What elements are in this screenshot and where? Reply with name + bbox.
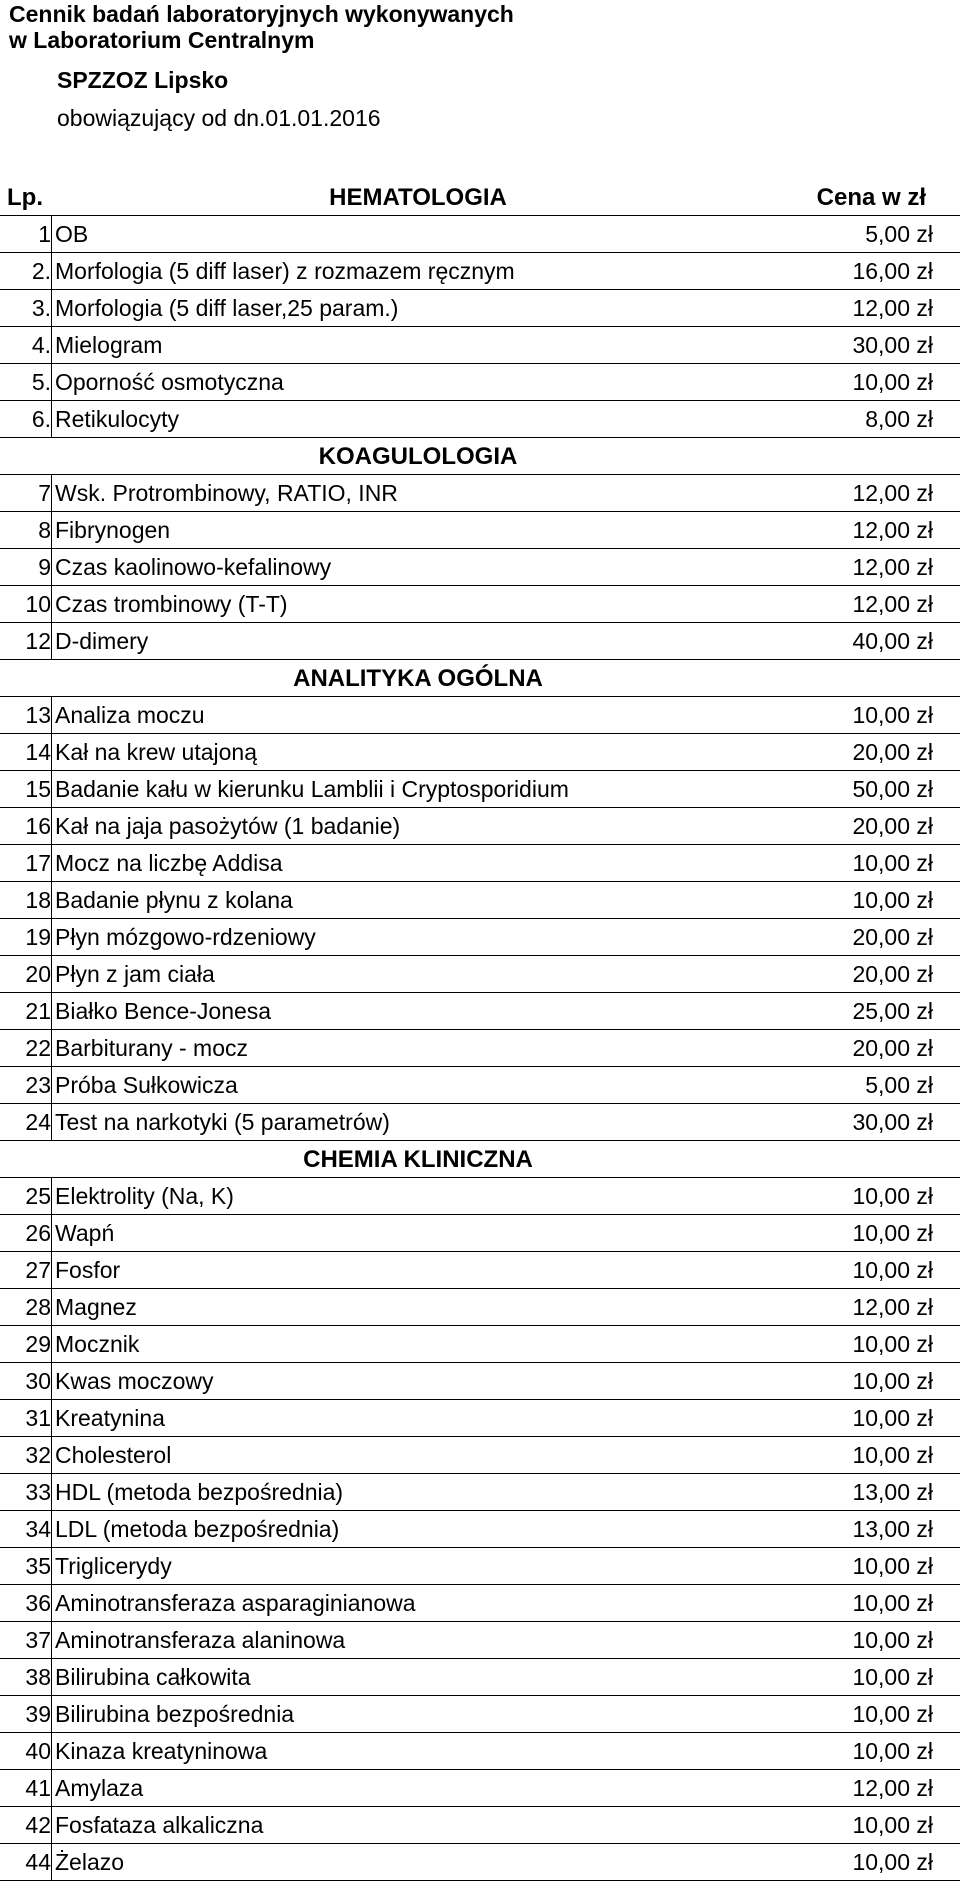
table-row — [0, 475, 960, 512]
section-title: CHEMIA KLINICZNA — [303, 1146, 533, 1173]
test-price: 10,00 zł — [852, 850, 933, 876]
valid-from-date: obowiązujący od dn.01.01.2016 — [57, 105, 381, 131]
table-row — [0, 1067, 960, 1104]
test-price: 10,00 zł — [852, 887, 933, 913]
table-row — [0, 1400, 960, 1437]
test-name: Barbiturany - mocz — [55, 1035, 249, 1061]
test-name: Wapń — [55, 1220, 115, 1246]
test-price: 5,00 zł — [865, 221, 933, 247]
row-number: 12 — [0, 623, 52, 660]
row-number: 25 — [0, 1178, 52, 1215]
test-price: 12,00 zł — [852, 1775, 933, 1801]
test-name: Płyn mózgowo-rdzeniowy — [55, 924, 316, 950]
row-number: 7 — [0, 475, 52, 512]
table-row — [0, 586, 960, 623]
row-number: 38 — [0, 1659, 52, 1696]
test-name: Magnez — [55, 1294, 137, 1320]
test-price: 10,00 zł — [852, 1664, 933, 1690]
test-name: HDL (metoda bezpośrednia) — [55, 1479, 344, 1505]
row-number: 27 — [0, 1252, 52, 1289]
table-row — [0, 1696, 960, 1733]
row-number: 16 — [0, 808, 52, 845]
test-name: Amylaza — [55, 1775, 144, 1801]
test-price: 20,00 zł — [852, 739, 933, 765]
document-title-line-1: Cennik badań laboratoryjnych wykonywanych — [9, 1, 514, 27]
test-price: 10,00 zł — [852, 1849, 933, 1875]
row-number: 20 — [0, 956, 52, 993]
table-row — [0, 327, 960, 364]
table-header-row — [0, 179, 960, 216]
table-row — [0, 1770, 960, 1807]
table-row — [0, 1289, 960, 1326]
test-price: 10,00 zł — [852, 1368, 933, 1394]
test-name: Kał na jaja pasożytów (1 badanie) — [55, 813, 401, 839]
test-price: 12,00 zł — [852, 517, 933, 543]
row-number: 9 — [0, 549, 52, 586]
test-name: Białko Bence-Jonesa — [55, 998, 272, 1024]
test-price: 10,00 zł — [852, 1738, 933, 1764]
table-row — [0, 1733, 960, 1770]
test-name: Bilirubina całkowita — [55, 1664, 251, 1690]
test-name: Czas kaolinowo-kefalinowy — [55, 554, 332, 580]
test-price: 25,00 zł — [852, 998, 933, 1024]
test-name: Płyn z jam ciała — [55, 961, 215, 987]
row-number: 33 — [0, 1474, 52, 1511]
test-name: Mielogram — [55, 332, 163, 358]
price-list-table — [0, 179, 960, 1881]
row-number: 10 — [0, 586, 52, 623]
table-row — [0, 919, 960, 956]
table-row — [0, 1548, 960, 1585]
test-price: 12,00 zł — [852, 1294, 933, 1320]
test-price: 20,00 zł — [852, 961, 933, 987]
table-row — [0, 993, 960, 1030]
row-number: 17 — [0, 845, 52, 882]
row-number: 6. — [0, 401, 52, 438]
test-name: Morfologia (5 diff laser,25 param.) — [55, 295, 399, 321]
row-number: 40 — [0, 1733, 52, 1770]
test-name: Elektrolity (Na, K) — [55, 1183, 234, 1209]
test-name: Próba Sułkowicza — [55, 1072, 238, 1098]
price-list-rows — [0, 216, 960, 1881]
test-price: 20,00 zł — [852, 813, 933, 839]
test-name: Badanie płynu z kolana — [55, 887, 293, 913]
section-header-row — [0, 1141, 960, 1178]
table-row — [0, 734, 960, 771]
test-price: 30,00 zł — [852, 1109, 933, 1135]
test-price: 10,00 zł — [852, 1442, 933, 1468]
test-price: 12,00 zł — [852, 295, 933, 321]
test-price: 10,00 zł — [852, 369, 933, 395]
section-header-row — [0, 438, 960, 475]
row-number: 23 — [0, 1067, 52, 1104]
test-name: Kreatynina — [55, 1405, 165, 1431]
test-price: 10,00 zł — [852, 1183, 933, 1209]
row-number: 24 — [0, 1104, 52, 1141]
row-number: 35 — [0, 1548, 52, 1585]
test-name: Kał na krew utajoną — [55, 739, 258, 765]
row-number: 44 — [0, 1844, 52, 1881]
table-row — [0, 1215, 960, 1252]
institution-name: SPZZOZ Lipsko — [57, 67, 229, 93]
table-row — [0, 364, 960, 401]
table-row — [0, 216, 960, 253]
row-number: 39 — [0, 1696, 52, 1733]
table-row — [0, 882, 960, 919]
test-name: Oporność osmotyczna — [55, 369, 284, 395]
test-price: 50,00 zł — [852, 776, 933, 802]
test-name: Badanie kału w kierunku Lamblii i Cryptosporidium — [55, 776, 569, 802]
document-title-line-2: w Laboratorium Centralnym — [9, 27, 315, 53]
test-price: 20,00 zł — [852, 1035, 933, 1061]
test-name: Fosfor — [55, 1257, 121, 1283]
table-row — [0, 697, 960, 734]
row-number: 2. — [0, 253, 52, 290]
table-row — [0, 290, 960, 327]
test-price: 10,00 zł — [852, 1812, 933, 1838]
test-price: 10,00 zł — [852, 1627, 933, 1653]
row-number: 32 — [0, 1437, 52, 1474]
table-row — [0, 1659, 960, 1696]
table-row — [0, 1030, 960, 1067]
test-name: Analiza moczu — [55, 702, 205, 728]
row-number: 14 — [0, 734, 52, 771]
test-name: Aminotransferaza alaninowa — [55, 1627, 346, 1653]
test-price: 10,00 zł — [852, 1553, 933, 1579]
test-name: Triglicerydy — [55, 1553, 172, 1579]
lp-column-header: Lp. — [7, 184, 43, 211]
test-price: 40,00 zł — [852, 628, 933, 654]
test-price: 13,00 zł — [852, 1516, 933, 1542]
row-number: 8 — [0, 512, 52, 549]
test-price: 10,00 zł — [852, 1331, 933, 1357]
table-row — [0, 1622, 960, 1659]
test-price: 12,00 zł — [852, 554, 933, 580]
test-name: Kwas moczowy — [55, 1368, 214, 1394]
table-row — [0, 1252, 960, 1289]
table-row — [0, 1844, 960, 1881]
row-number: 30 — [0, 1363, 52, 1400]
table-row — [0, 623, 960, 660]
row-number: 29 — [0, 1326, 52, 1363]
row-number: 31 — [0, 1400, 52, 1437]
test-price: 10,00 zł — [852, 1220, 933, 1246]
table-row — [0, 845, 960, 882]
row-number: 1 — [0, 216, 52, 253]
row-number: 4. — [0, 327, 52, 364]
table-row — [0, 1363, 960, 1400]
row-number: 5. — [0, 364, 52, 401]
table-row — [0, 808, 960, 845]
test-name: Bilirubina bezpośrednia — [55, 1701, 295, 1727]
test-name: Aminotransferaza asparaginianowa — [55, 1590, 416, 1616]
row-number: 36 — [0, 1585, 52, 1622]
test-name: Kinaza kreatyninowa — [55, 1738, 268, 1764]
row-number: 15 — [0, 771, 52, 808]
test-price: 10,00 zł — [852, 1257, 933, 1283]
test-price: 5,00 zł — [865, 1072, 933, 1098]
test-name: Retikulocyty — [55, 406, 179, 432]
section-title: KOAGULOLOGIA — [318, 443, 518, 470]
test-price: 12,00 zł — [852, 480, 933, 506]
test-name: Fibrynogen — [55, 517, 171, 543]
test-name: Cholesterol — [55, 1442, 172, 1468]
table-row — [0, 401, 960, 438]
section-title-hematologia: HEMATOLOGIA — [329, 184, 507, 211]
row-number: 22 — [0, 1030, 52, 1067]
test-name: Morfologia (5 diff laser) z rozmazem ręcznym — [55, 258, 515, 284]
row-number: 41 — [0, 1770, 52, 1807]
table-row — [0, 956, 960, 993]
table-row — [0, 1807, 960, 1844]
table-row — [0, 549, 960, 586]
test-price: 10,00 zł — [852, 1405, 933, 1431]
test-name: Fosfataza alkaliczna — [55, 1812, 264, 1838]
test-name: OB — [55, 221, 89, 247]
document-header — [0, 0, 960, 185]
section-title: ANALITYKA OGÓLNA — [293, 665, 543, 692]
test-name: LDL (metoda bezpośrednia) — [55, 1516, 340, 1542]
table-row — [0, 1326, 960, 1363]
row-number: 28 — [0, 1289, 52, 1326]
test-name: D-dimery — [55, 628, 149, 654]
test-name: Mocz na liczbę Addisa — [55, 850, 283, 876]
test-price: 13,00 zł — [852, 1479, 933, 1505]
row-number: 21 — [0, 993, 52, 1030]
row-number: 18 — [0, 882, 52, 919]
test-name: Żelazo — [55, 1849, 125, 1875]
test-price: 8,00 zł — [865, 406, 933, 432]
row-number: 26 — [0, 1215, 52, 1252]
test-name: Test na narkotyki (5 parametrów) — [55, 1109, 390, 1135]
test-name: Czas trombinowy (T-T) — [55, 591, 288, 617]
test-price: 12,00 zł — [852, 591, 933, 617]
test-price: 16,00 zł — [852, 258, 933, 284]
test-price: 10,00 zł — [852, 702, 933, 728]
test-name: Mocznik — [55, 1331, 140, 1357]
row-number: 37 — [0, 1622, 52, 1659]
table-row — [0, 771, 960, 808]
table-row — [0, 1178, 960, 1215]
row-number: 34 — [0, 1511, 52, 1548]
test-price: 20,00 zł — [852, 924, 933, 950]
test-name: Wsk. Protrombinowy, RATIO, INR — [55, 480, 398, 506]
table-row — [0, 253, 960, 290]
row-number: 3. — [0, 290, 52, 327]
table-row — [0, 1511, 960, 1548]
table-row — [0, 1104, 960, 1141]
row-number: 13 — [0, 697, 52, 734]
section-header-row — [0, 660, 960, 697]
table-row — [0, 512, 960, 549]
table-row — [0, 1437, 960, 1474]
row-number: 19 — [0, 919, 52, 956]
test-price: 30,00 zł — [852, 332, 933, 358]
test-price: 10,00 zł — [852, 1701, 933, 1727]
row-number: 42 — [0, 1807, 52, 1844]
table-row — [0, 1474, 960, 1511]
price-column-header: Cena w zł — [816, 184, 926, 211]
test-price: 10,00 zł — [852, 1590, 933, 1616]
table-row — [0, 1585, 960, 1622]
